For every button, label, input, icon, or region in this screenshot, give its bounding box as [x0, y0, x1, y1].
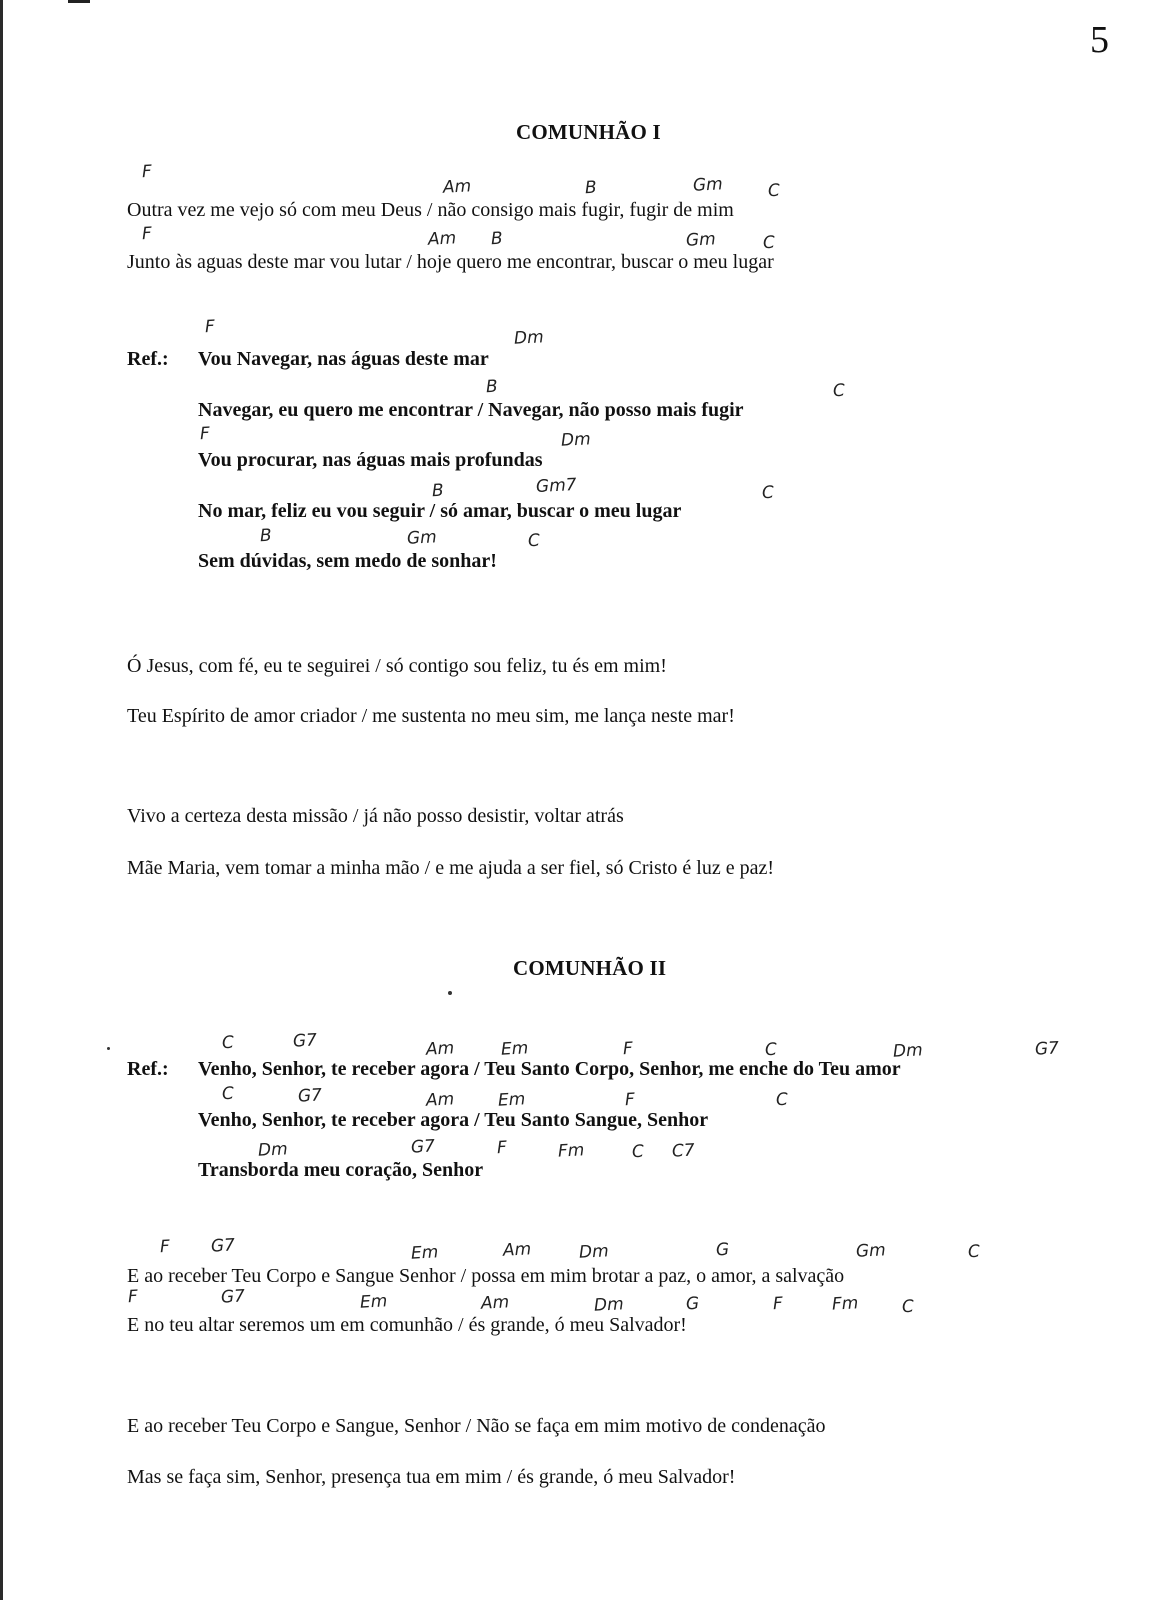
- chord: C: [762, 232, 776, 254]
- chord: Dm: [257, 1139, 289, 1161]
- chord: C: [761, 482, 775, 504]
- chord: Am: [480, 1292, 510, 1314]
- chord: Gm7: [535, 474, 578, 498]
- chord: Em: [410, 1242, 439, 1264]
- chord: G7: [410, 1136, 436, 1158]
- lyric-line: Ó Jesus, com fé, eu te seguirei / só contigo sou feliz, tu és em mim!: [127, 655, 667, 677]
- chord: Am: [425, 1038, 455, 1060]
- chord: C: [764, 1039, 778, 1061]
- scan-top-mark: [68, 0, 90, 3]
- chord: B: [490, 228, 504, 250]
- chord: Dm: [578, 1241, 610, 1263]
- chord: Em: [359, 1291, 388, 1313]
- refrain-line: Venho, Senhor, te receber agora / Teu Santo Corpo, Senhor, me enche do Teu amor: [198, 1058, 901, 1080]
- lyric-line: Mas se faça sim, Senhor, presença tua em mim / és grande, ó meu Salvador!: [127, 1466, 736, 1488]
- chord: C: [967, 1241, 981, 1263]
- chord: F: [141, 161, 153, 183]
- chord: G7: [1034, 1038, 1060, 1060]
- lyric-line: E no teu altar seremos um em comunhão / és grande, ó meu Salvador!: [127, 1314, 687, 1336]
- chord: B: [431, 480, 445, 502]
- chord: G7: [210, 1235, 236, 1257]
- chord: C: [527, 530, 541, 552]
- chord: B: [259, 525, 273, 547]
- chord: F: [199, 423, 211, 445]
- chord: Am: [502, 1239, 532, 1261]
- chord: C: [901, 1296, 915, 1318]
- refrain-line: No mar, feliz eu vou seguir / só amar, buscar o meu lugar: [198, 500, 682, 522]
- chord: C: [832, 380, 846, 402]
- chord: B: [485, 376, 499, 398]
- chord: F: [772, 1293, 784, 1315]
- chord: F: [622, 1038, 634, 1060]
- chord: Gm: [855, 1240, 887, 1262]
- chord: Em: [500, 1038, 529, 1060]
- lyric-line: E ao receber Teu Corpo e Sangue, Senhor / Não se faça em mim motivo de condenação: [127, 1415, 826, 1437]
- chord: F: [204, 316, 216, 338]
- lyric-line: Junto às aguas deste mar vou lutar / hoje quero me encontrar, buscar o meu lugar: [127, 251, 774, 273]
- refrain-line: Transborda meu coração, Senhor: [198, 1159, 484, 1181]
- page-number: 5: [1090, 19, 1109, 61]
- chord: G: [685, 1293, 700, 1315]
- lyric-line: Outra vez me vejo só com meu Deus / não consigo mais fugir, fugir de mim: [127, 199, 734, 221]
- chord: F: [141, 223, 153, 245]
- chord: Am: [442, 176, 472, 198]
- refrain-label: Ref.:: [127, 1058, 169, 1080]
- chord: C7: [671, 1140, 696, 1162]
- refrain-line: Vou Navegar, nas águas deste mar: [198, 348, 489, 370]
- chord: G7: [292, 1030, 318, 1052]
- lyric-line: Teu Espírito de amor criador / me sustenta no meu sim, me lança neste mar!: [127, 705, 735, 727]
- chord: Dm: [560, 429, 592, 451]
- chord: F: [496, 1137, 508, 1159]
- lyric-line: Vivo a certeza desta missão / já não posso desistir, voltar atrás: [127, 805, 624, 827]
- section-title-comunhao-1: COMUNHÃO I: [516, 120, 661, 144]
- chord: C: [631, 1141, 645, 1163]
- chord: B: [584, 177, 598, 199]
- chord: Am: [427, 228, 457, 250]
- chord: G: [715, 1239, 730, 1261]
- scan-left-edge: [0, 0, 3, 1600]
- refrain-line: Sem dúvidas, sem medo de sonhar!: [198, 550, 497, 572]
- chord: G7: [297, 1085, 323, 1107]
- chord: Am: [425, 1089, 455, 1111]
- chord: F: [159, 1236, 171, 1258]
- refrain-line: Vou procurar, nas águas mais profundas: [198, 449, 543, 471]
- scan-speck: [448, 991, 452, 995]
- chord: Fm: [557, 1140, 585, 1162]
- chord: C: [221, 1032, 235, 1054]
- chord: Em: [497, 1089, 526, 1111]
- refrain-label: Ref.:: [127, 348, 169, 370]
- refrain-line: Venho, Senhor, te receber agora / Teu Santo Sangue, Senhor: [198, 1109, 709, 1131]
- chord: F: [127, 1286, 139, 1308]
- chord: G7: [220, 1286, 246, 1308]
- lyric-line: E ao receber Teu Corpo e Sangue Senhor / possa em mim brotar a paz, o amor, a salvação: [127, 1265, 845, 1287]
- chord: C: [767, 180, 781, 202]
- chord: Gm: [685, 229, 717, 251]
- chord: Gm: [406, 527, 438, 549]
- chord: F: [624, 1089, 636, 1111]
- chord: Fm: [831, 1293, 859, 1315]
- section-title-comunhao-2: COMUNHÃO II: [513, 956, 667, 980]
- chord: C: [221, 1083, 235, 1105]
- scan-speck: [107, 1047, 110, 1050]
- chord: Dm: [513, 327, 545, 349]
- refrain-line: Navegar, eu quero me encontrar / Navegar, não posso mais fugir: [198, 399, 744, 421]
- chord: Dm: [593, 1294, 625, 1316]
- chord: Dm: [892, 1040, 924, 1062]
- chord: Gm: [692, 174, 724, 196]
- lyric-line: Mãe Maria, vem tomar a minha mão / e me ajuda a ser fiel, só Cristo é luz e paz!: [127, 857, 774, 879]
- chord: C: [775, 1089, 789, 1111]
